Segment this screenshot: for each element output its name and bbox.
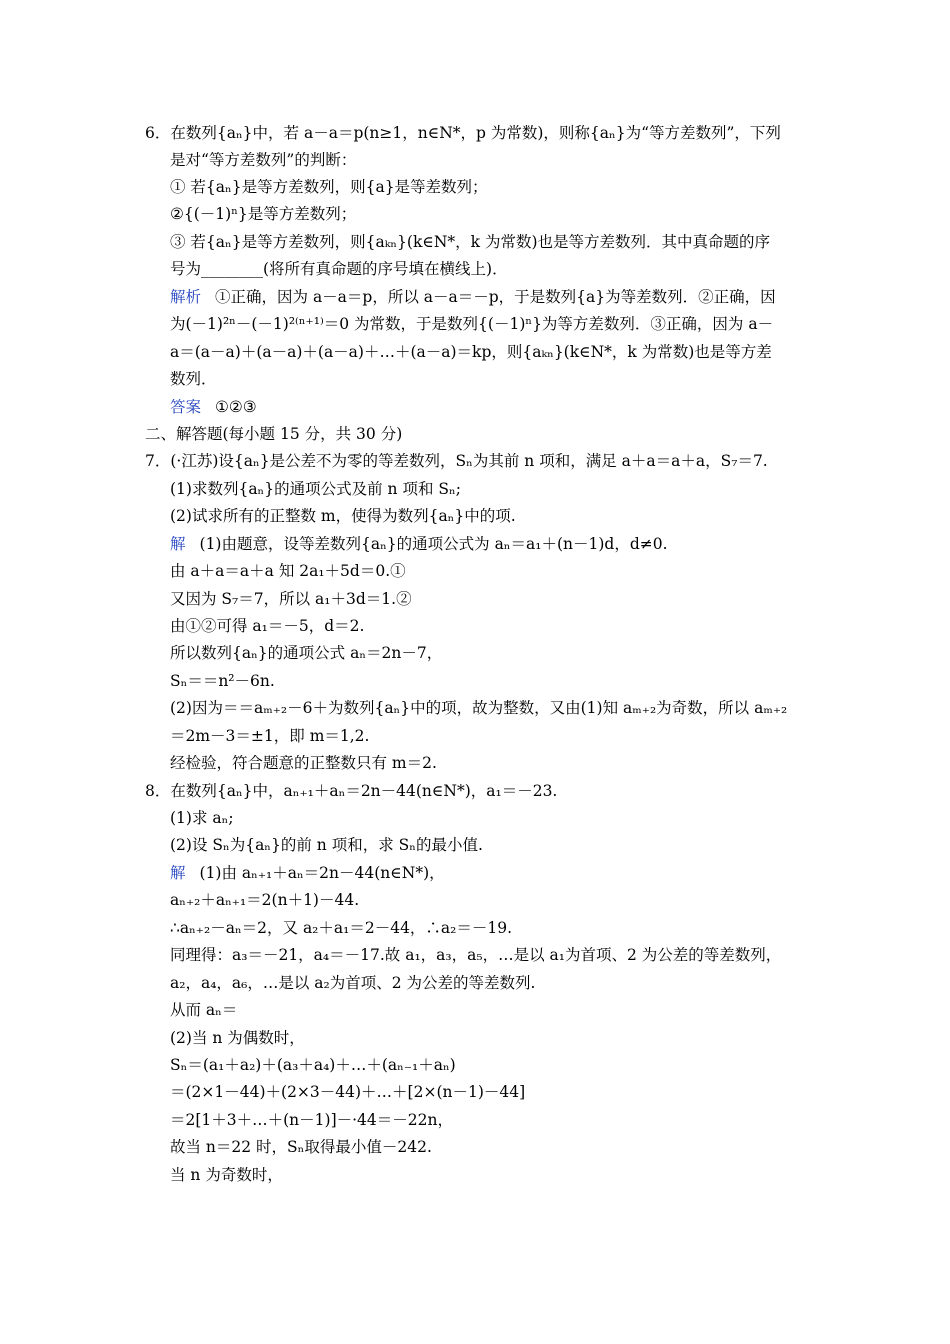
q8-solution-8: Sₙ＝(a₁＋a₂)＋(a₃＋a₄)＋…＋(aₙ₋₁＋aₙ) (170, 1056, 456, 1074)
q8-solution-2: aₙ₊₂＋aₙ₊₁＝2(n＋1)－44. (170, 891, 360, 909)
q6-analysis-4: 数列． (170, 370, 217, 388)
q6-line-2: 是对“等方差数列”的判断： (170, 151, 357, 169)
q8-solution-10: ＝2[1＋3＋…＋(n－1)]－·44＝－22n， (170, 1111, 453, 1129)
q8-solution-3: ∴aₙ₊₂－aₙ＝2，又 a₂＋a₁＝2－44，∴a₂＝－19. (170, 919, 513, 937)
q8-solution-7: (2)当 n 为偶数时， (170, 1029, 305, 1047)
q8-solution-11: 故当 n＝22 时，Sₙ取得最小值－242. (170, 1138, 432, 1156)
q7-solution-8: ＝2m－3＝±1，即 m＝1,2. (170, 727, 370, 745)
q6-statement-3: ③ 若{aₙ}是等方差数列，则{aₖₙ}(k∈N*，k 为常数)也是等方差数列．其中真命题的序 (170, 233, 771, 251)
q8-solution-1: 解 (1)由 aₙ₊₁＋aₙ＝2n－44(n∈N*)， (170, 864, 445, 882)
q7-solution-4: 由①②可得 a₁＝－5，d＝2. (170, 617, 365, 635)
q8-part-2: (2)设 Sₙ为{aₙ}的前 n 项和，求 Sₙ的最小值. (170, 836, 483, 854)
q6-statement-2: ②{(－1)ⁿ}是等方差数列； (170, 205, 357, 223)
q7-solution-5: 所以数列{aₙ}的通项公式 aₙ＝2n－7， (170, 644, 443, 662)
q6-analysis-2: 为(－1)²ⁿ－(－1)²⁽ⁿ⁺¹⁾＝0 为常数，于是数列{(－1)ⁿ}为等方差数列．③正确，因为 a－ (170, 315, 774, 333)
q7-solution-2: 由 a＋a＝a＋a 知 2a₁＋5d＝0.① (170, 562, 406, 580)
section-heading: 二、解答题(每小题 15 分，共 30 分) (145, 425, 403, 443)
q7-line-1: 7．(·江苏)设{aₙ}是公差不为零的等差数列，Sₙ为其前 n 项和，满足 a＋a＝a＋a，S₇＝7. (145, 452, 768, 470)
q8-solution-4: 同理得：a₃＝－21，a₄＝－17.故 a₁，a₃，a₅，…是以 a₁为首项、2 为公差的等差数列， (170, 946, 782, 964)
q7-part-1: (1)求数列{aₙ}的通项公式及前 n 项和 Sₙ; (170, 480, 461, 498)
q8-solution-12: 当 n 为奇数时， (170, 1166, 283, 1184)
q8-solution-6: 从而 aₙ＝ (170, 1001, 238, 1019)
q7-solution-1: 解 (1)由题意，设等差数列{aₙ}的通项公式为 aₙ＝a₁＋(n－1)d，d≠0. (170, 535, 668, 553)
answer-label: 答案 (170, 398, 202, 416)
q7-solution-6: Sₙ＝＝n²－6n. (170, 672, 275, 690)
q6-analysis-1: 解析 ①正确，因为 a－a＝p，所以 a－a＝－p，于是数列{a}为等差数列．②正确，因 (170, 288, 776, 306)
q8-line-1: 8．在数列{aₙ}中，aₙ₊₁＋aₙ＝2n－44(n∈N*)，a₁＝－23. (145, 782, 558, 800)
q7-part-2: (2)试求所有的正整数 m，使得为数列{aₙ}中的项. (170, 507, 516, 525)
q7-solution-3: 又因为 S₇＝7，所以 a₁＋3d＝1.② (170, 590, 412, 608)
q6-statement-1: ① 若{aₙ}是等方差数列，则{a}是等差数列； (170, 178, 488, 196)
q7-solution-7: (2)因为＝＝aₘ₊₂－6＋为数列{aₙ}中的项，故为整数，又由(1)知 aₘ₊₂为奇数，所以 aₘ₊₂ (170, 699, 788, 717)
solution-label: 解 (170, 535, 186, 553)
q6-analysis-3: a＝(a－a)＋(a－a)＋(a－a)＋…＋(a－a)＝kp，则{aₖₙ}(k∈N*，k 为常数)也是等方差 (170, 343, 772, 361)
q8-part-1: (1)求 aₙ; (170, 809, 234, 827)
q8-solution-9: ＝(2×1－44)＋(2×3－44)＋…＋[2×(n－1)－44] (170, 1083, 526, 1101)
q6-answer: 答案 ①②③ (170, 398, 257, 416)
q6-line-1: 6．在数列{aₙ}中，若 a－a＝p(n≥1，n∈N*，p 为常数)，则称{aₙ}为“等方差数列”，下列 (145, 124, 781, 142)
q8-solution-5: a₂，a₄，a₆，…是以 a₂为首项、2 为公差的等差数列. (170, 974, 536, 992)
q6-line-6: 号为________(将所有真命题的序号填在横线上)． (170, 260, 508, 278)
q7-solution-9: 经检验，符合题意的正整数只有 m＝2. (170, 754, 437, 772)
analysis-label: 解析 (170, 288, 202, 306)
solution-label: 解 (170, 864, 186, 882)
